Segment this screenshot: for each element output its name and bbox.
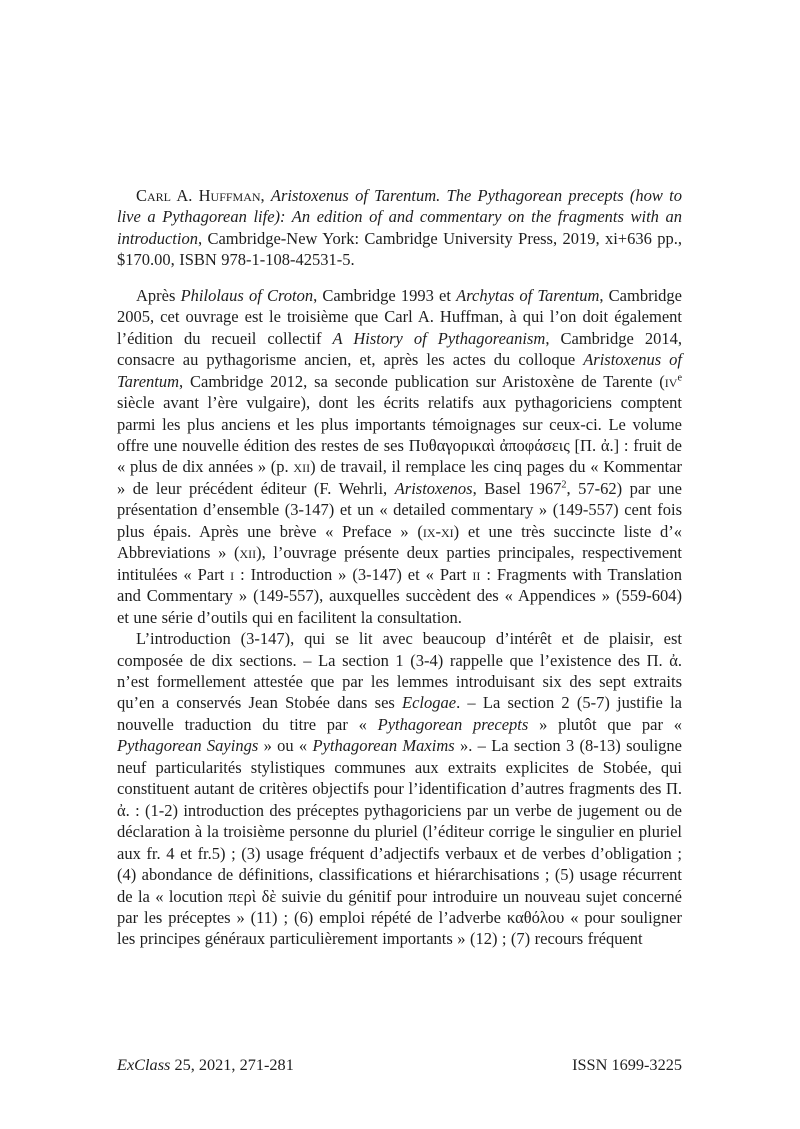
text-run: siècle avant l’ère vulgaire), dont les écrits relatifs aux pythagoriciens comptent parmi les plus anciens et les plus importants témoignages sur ceux-ci. Le volume offre une nouvelle édition des restes de ses Πυθαγορικαὶ ἀποφάσεις [Π. ἀ.] : fruit de « plus de dix années » (p.: [117, 393, 682, 477]
text-run: ix-xi: [422, 521, 454, 541]
text-run: » plutôt que par «: [528, 714, 683, 734]
text-run: ) et une très succincte liste d’« Abbreviations » (: [117, 521, 682, 563]
text-run: Pythagorean precepts: [377, 714, 529, 734]
text-run: A History of Pythagoreanism: [332, 328, 546, 348]
citation-paragraph: [117, 185, 682, 271]
text-run: Archytas of Tarentum: [456, 285, 600, 305]
text-run: Philolaus of Croton: [180, 285, 314, 305]
text-run: , Cambridge 2012, sa seconde publication sur Aristoxène de Tarente (: [179, 371, 665, 391]
text-run: ii: [472, 564, 481, 584]
text-run: » ou «: [258, 736, 313, 756]
journal-name: ExClass: [117, 1055, 171, 1074]
text-run: : Fragments with Translation and Commentary » (149-557), auxquelles succèdent des « Appendices » (559-604) et une série d’outils qui en facilitent la consultation.: [117, 564, 683, 627]
text-run: Pythagorean Sayings: [117, 736, 259, 756]
text-run: , Cambridge 2014, consacre au pythagorisme ancien, et, après les actes du colloque: [117, 328, 682, 370]
journal-volume-pages: 25, 2021, 271-281: [170, 1055, 294, 1074]
text-run: ». – La section 3 (8-13) souligne neuf particularités stylistiques communes aux extraits explicites de Stobée, qui constituent autant de critères objectifs pour l’identification d’autres fragments des Π. ἀ. : (1-2) introduction des préceptes pythagoriciens par un verbe de jugement ou de déclaration à la troisième personne du pluriel (l’éditeur corrige le singulier en pluriel aux fr. 4 et fr.5) ; (3) usage fréquent d’adjectifs verbaux et de verbes d’obligation ; (4) abondance de définitions, classifications et hiérarchisations ; (5) usage récurrent de la « locution περὶ δὲ suivie du génitif pour introduire un nouveau sujet concerné par les préceptes » (11) ; (6) emploi répété de l’adverbe καθόλου « pour souligner les principes généraux particulièrement importants » (12) ; (7) recours fréquent: [117, 736, 682, 949]
text-run: : Introduction » (3-147) et « Part: [234, 564, 473, 584]
text-run: xii: [293, 457, 311, 477]
text-run: Après: [136, 285, 181, 305]
text-run: e: [677, 372, 682, 384]
text-run: i: [230, 564, 235, 584]
issn-label: ISSN 1699-3225: [572, 1055, 682, 1074]
body-paragraph-1: [117, 285, 682, 628]
text-run: , Basel 1967: [472, 478, 562, 498]
text-run: , 57-62) par une présentation d’ensemble (3-147) et un « detailed commentary » (149-557) cent fois plus épais. Après une brève « Preface » (: [117, 478, 682, 541]
text-run: Eclogae: [402, 693, 457, 713]
text-run: Aristoxenus of Tarentum. The Pythagorean precepts (how to live a Pythagorean life): An edition of and commentary on the fragments with an introduction: [117, 186, 682, 248]
text-run: L’introduction (3-147), qui se lit avec beaucoup d’intérêt et de plaisir, est composée de dix sections. – La section 1 (3-4) rappelle que l’existence des Π. ἀ. n’est formellement attestée que par les lemmes introduisant six des sept extraits qu’en a conservés Jean Stobée dans ses: [117, 629, 682, 713]
text-run: , Cambridge 2005, cet ouvrage est le troisième que Carl A. Huffman, à qui l’on doit également l’édition du recueil collectif: [117, 285, 682, 348]
page-footer: [117, 1054, 682, 1075]
text-run: ), l’ouvrage présente deux parties principales, respectivement intitulées « Part: [117, 543, 682, 584]
text-run: , Cambridge-New York: Cambridge University Press, 2019, xi+636 pp., $170.00, ISBN 978-1-108-42531-5.: [117, 228, 682, 270]
text-run: Aristoxenus of Tarentum: [117, 350, 682, 391]
review-text: [117, 185, 682, 950]
text-run: , Cambridge 1993 et: [313, 285, 457, 305]
text-run: Pythagorean Maxims: [312, 736, 455, 756]
text-run: xii: [239, 543, 257, 563]
text-run: ) de travail, il remplace les cinq pages du « Kommentar » de leur précédent éditeur (F. Wehrli,: [117, 457, 683, 498]
text-run: Aristoxenos: [394, 478, 473, 498]
body-paragraph-2: [117, 628, 682, 950]
journal-citation: [117, 1054, 294, 1075]
text-run: . – La section 2 (5-7) justifie la nouvelle traduction du titre par «: [117, 693, 682, 734]
text-run: iv: [664, 371, 678, 391]
text-run: 2: [561, 479, 567, 491]
text-run: Carl A. Huffman: [136, 186, 261, 205]
text-run: ,: [260, 186, 271, 205]
